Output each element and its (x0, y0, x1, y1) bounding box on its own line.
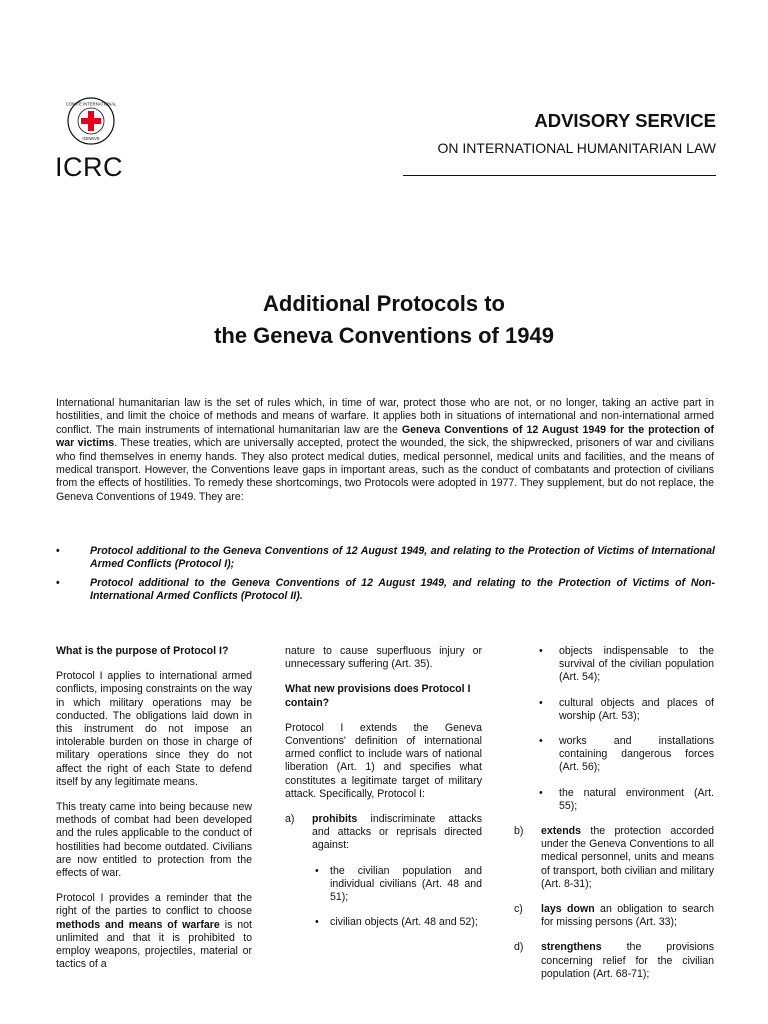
sub-list-item (514, 697, 714, 723)
bullet-icon: • (539, 786, 543, 799)
icrc-wordmark: ICRC (55, 152, 123, 182)
bold-run: strengthens (541, 941, 602, 954)
bullet-icon: • (539, 645, 543, 657)
sub-item-text: works and installations containing dangerous forces (Art. 56); (559, 735, 714, 774)
list-item-c (514, 903, 714, 929)
document-title (0, 288, 768, 352)
paragraph: Protocol I extends the Geneva Conventions' definition of international armed conflict to include wars of national liberation (Art. 1) and specifies what constitutes a legitimate target of military attack. Specifically, Protocol I: (285, 721, 482, 800)
text-run: an obligation to search for missing persons (Art. 33); (541, 903, 715, 929)
text-run: the provisions concerning relief for the civilian population (Art. 68-71); (541, 941, 714, 980)
protocol-item (56, 545, 715, 572)
sub-item-text: objects indispensable to the survival of the civilian population (Art. 54); (559, 645, 714, 684)
sub-list-item (312, 916, 482, 929)
list-item-d (514, 941, 714, 981)
svg-text:GENEVE: GENEVE (82, 136, 100, 141)
protocol-item (56, 577, 715, 604)
sub-list-item (514, 787, 714, 813)
text-run: the protection accorded under the Geneva Conventions to all medical personnel, units and means of transport, both civilian and military (Art. 8-31); (541, 825, 714, 890)
sub-item-text: the natural environment (Art. 55); (559, 786, 714, 812)
icrc-logo (66, 96, 116, 146)
header-rule (403, 175, 716, 176)
list-letter: a) (285, 813, 295, 826)
section-heading: What is the purpose of Protocol I? (56, 645, 229, 657)
advisory-subtitle: ON INTERNATIONAL HUMANITARIAN LAW (437, 140, 716, 156)
protocol-list (56, 545, 715, 609)
bullet-icon: • (315, 864, 319, 877)
sub-list-item (514, 735, 714, 775)
text-run: is not unlimited and that it is prohibited to employ weapons, projectiles, material or tactics of a (56, 918, 252, 971)
paragraph (56, 892, 252, 971)
list-letter: d) (514, 941, 524, 954)
column-1 (56, 645, 252, 983)
svg-text:COMITE INTERNATIONAL: COMITE INTERNATIONAL (66, 101, 116, 107)
advisory-title: ADVISORY SERVICE (534, 110, 716, 131)
intro-text-1: International humanitarian law is the set of rules which, in time of war, protect those who are not, or no longer, taking an active part in hostilities, and limit the choice of methods and means of warfare. It applies both in situations of international and non-international armed conflict. The main instruments of international humanitarian law are the (56, 397, 714, 436)
sub-item-text: civilian objects (Art. 48 and 52); (330, 916, 478, 929)
bold-run: lays down (541, 903, 595, 916)
paragraph: Protocol I applies to international armed conflicts, imposing constraints on the way in which military operations may be conducted. The obligations laid down in this instrument do not impose an intolerable burden on those in charge of military operations since they do not affect the right of each State to defend itself by any legitimate means. (56, 670, 252, 788)
paragraph: nature to cause superfluous injury or unnecessary suffering (Art. 35). (285, 645, 482, 671)
bullet-icon: • (56, 545, 60, 557)
list-letter: b) (514, 825, 524, 838)
bullet-icon: • (315, 916, 319, 929)
title-line-1: Additional Protocols to (263, 291, 505, 316)
sub-list (514, 645, 714, 813)
text-run: Protocol I provides a reminder that the right of the parties to conflict to choose (56, 892, 252, 918)
sub-item-text: cultural objects and places of worship (Art. 53); (559, 696, 714, 722)
protocol-text: Protocol additional to the Geneva Conventions of 12 August 1949, and relating to the Protection of Victims of Non-International Armed Conflicts (Protocol II). (90, 576, 715, 603)
list-item-a (285, 813, 482, 929)
column-3 (514, 645, 714, 993)
list-item-b (514, 825, 714, 891)
list-letter: c) (514, 903, 523, 916)
bold-run: extends (541, 825, 582, 838)
column-2 (285, 645, 482, 941)
protocol-text: Protocol additional to the Geneva Conventions of 12 August 1949, and relating to the Protection of Victims of International Armed Conflicts (Protocol I); (90, 545, 715, 571)
bold-run: prohibits (312, 813, 358, 826)
intro-text-2: . These treaties, which are universally accepted, protect the wounded, the sick, the shipwrecked, prisoners of war and civilians who find themselves in enemy hands. They also protect medical duties, medical personnel, medical units and facilities, and the means of medical transport. However, the Conventions leave gaps in important areas, such as the conduct of combatants and protection of civilians from the effects of hostilities. To remedy these shortcomings, two Protocols were adopted in 1977. They supplement, but do not replace, the Geneva Conventions of 1949. They are: (56, 437, 714, 503)
bullet-icon: • (56, 576, 60, 589)
sub-item-text: the civilian population and individual civilians (Art. 48 and 51); (330, 864, 482, 904)
intro-paragraph (56, 397, 714, 504)
paragraph: This treaty came into being because new methods of combat had been developed and the rules applicable to the conduct of hostilities had become outdated. Civilians are now entitled to protection from the effects of war. (56, 801, 252, 880)
text-run: indiscriminate attacks and attacks or reprisals directed against: (312, 813, 482, 852)
sub-list-item (312, 865, 482, 905)
bullet-icon: • (539, 735, 543, 748)
bold-run: methods and means of warfare (56, 918, 220, 931)
title-line-2: the Geneva Conventions of 1949 (214, 323, 554, 348)
intro-bold: Geneva Conventions of 12 August 1949 for the protection of war victims (56, 423, 714, 450)
section-heading: What new provisions does Protocol I contain? (285, 683, 471, 709)
bullet-icon: • (539, 696, 543, 709)
sub-list-item (514, 645, 714, 685)
